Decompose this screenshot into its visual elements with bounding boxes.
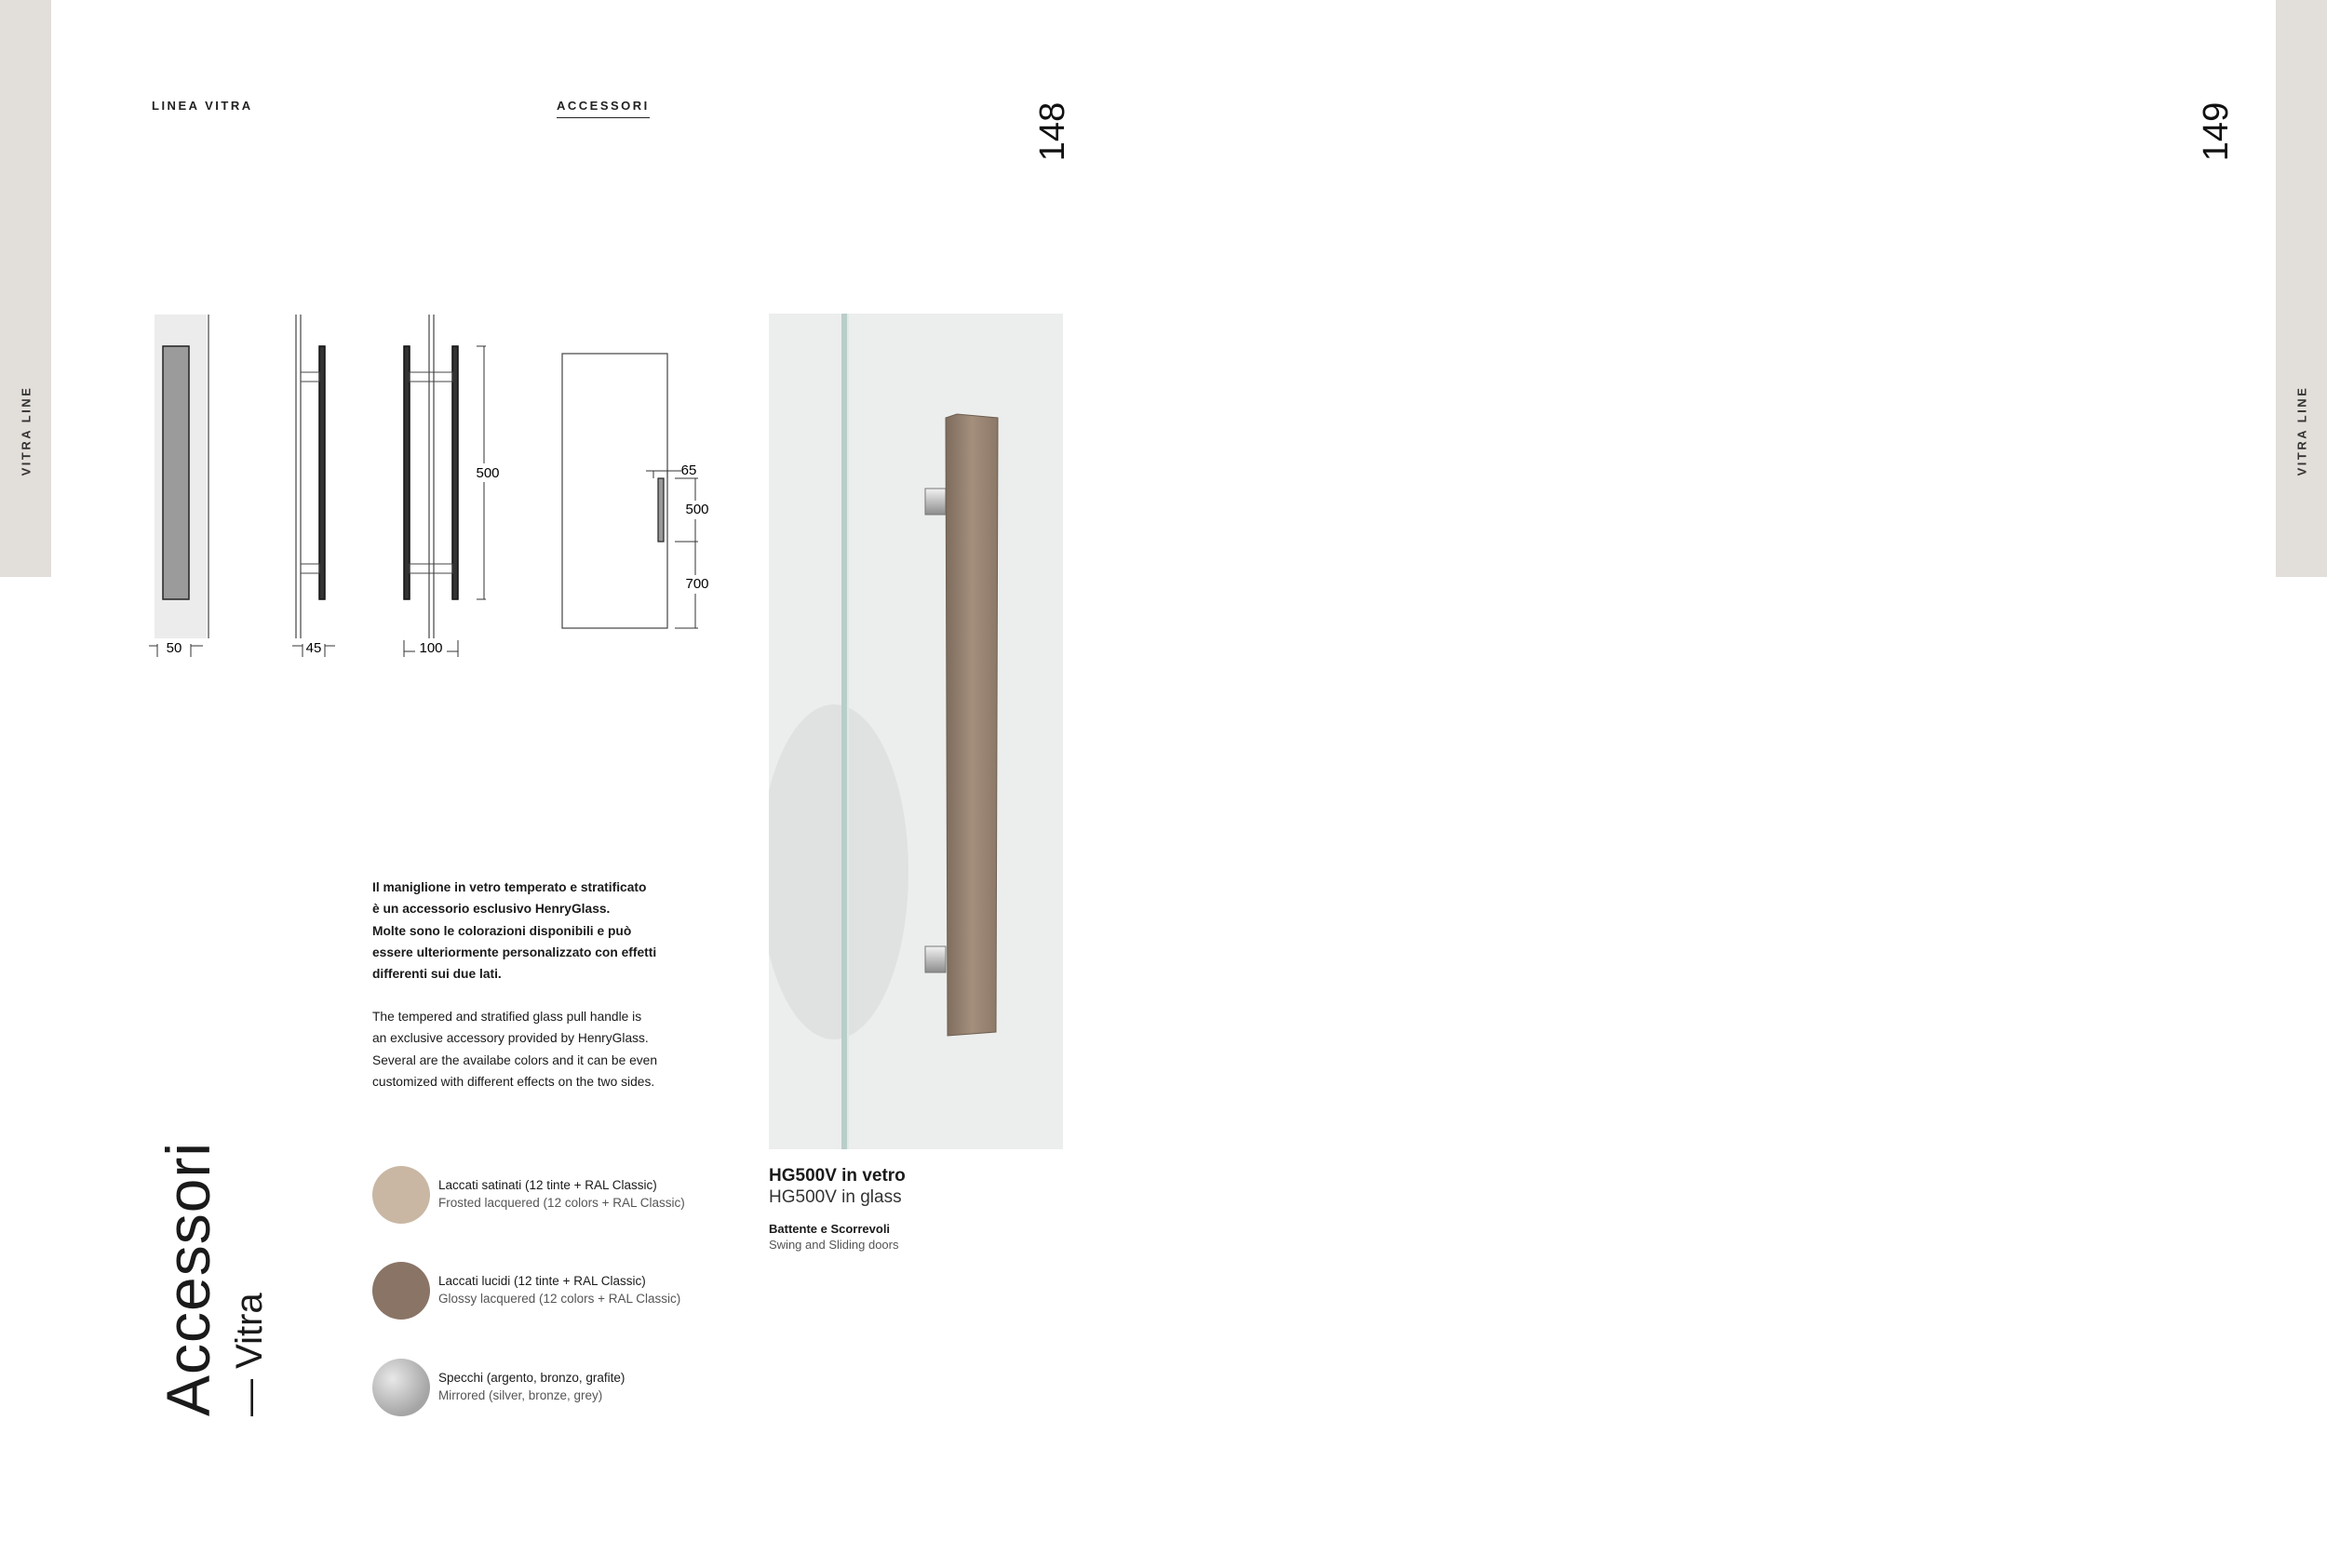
swatch-frosted: [372, 1166, 430, 1224]
swatch-mirrored: [372, 1359, 430, 1416]
pair-view-drawing: [404, 315, 486, 657]
dimension-width-front: 50: [166, 640, 182, 656]
front-view-drawing: [149, 315, 208, 657]
description-line: essere ulteriormente personalizzato con effetti: [372, 945, 657, 959]
page-number-left: 148: [1033, 101, 1073, 162]
side-tab-label: VITRA LINE: [19, 385, 33, 476]
side-tab-left: [0, 0, 51, 577]
dimension-height-handle: 500: [476, 465, 500, 481]
product-caption: [769, 1165, 906, 1253]
description-line: The tempered and stratified glass pull handle is: [372, 1010, 642, 1024]
finish-glossy: [438, 1272, 680, 1307]
section-label: ACCESSORI: [557, 99, 650, 118]
side-tab-label: VITRA LINE: [2294, 385, 2308, 476]
dimension-door-handle-height: 700: [685, 576, 709, 592]
dimension-door-offset: 65: [680, 462, 697, 478]
description-line: Several are the availabe colors and it can be even: [372, 1052, 658, 1067]
page-number-right: 149: [2197, 101, 2237, 162]
dimension-width-pair: 100: [419, 640, 443, 656]
side-view-drawing: [292, 315, 335, 657]
description-english: [372, 1006, 707, 1092]
description-line: customized with different effects on the two sides.: [372, 1074, 655, 1089]
description-line: an exclusive accessory provided by HenryGlass.: [372, 1031, 649, 1046]
line-label: LINEA VITRA: [152, 99, 253, 113]
side-tab-right: [2276, 0, 2327, 577]
product-name-en: HG500V in glass: [769, 1187, 902, 1207]
finish-label-it: Specchi (argento, bronzo, grafite): [438, 1371, 625, 1385]
technical-drawings: [140, 307, 726, 670]
dimension-width-side: 45: [305, 640, 322, 656]
product-photo: [769, 314, 1063, 1149]
door-diagram: [562, 354, 698, 628]
description-line: Il maniglione in vetro temperato e stratificato: [372, 880, 647, 894]
finish-label-it: Laccati satinati (12 tinte + RAL Classic): [438, 1178, 657, 1192]
finish-label-en: Glossy lacquered (12 colors + RAL Classic): [438, 1292, 681, 1306]
dimension-door-handle-length: 500: [685, 502, 709, 517]
finish-frosted: [438, 1176, 685, 1212]
product-doors-it: Battente e Scorrevoli: [769, 1222, 891, 1236]
description-line: è un accessorio esclusivo HenryGlass.: [372, 902, 611, 917]
swatch-glossy: [372, 1262, 430, 1320]
title-sub: — Vitra: [229, 1293, 270, 1416]
description-line: Molte sono le colorazioni disponibili e può: [372, 923, 632, 938]
product-name-it: HG500V in vetro: [769, 1166, 906, 1186]
finish-label-en: Mirrored (silver, bronze, grey): [438, 1388, 603, 1402]
finish-label-it: Laccati lucidi (12 tinte + RAL Classic): [438, 1274, 646, 1288]
product-doors-en: Swing and Sliding doors: [769, 1238, 899, 1252]
title-main: Accessori: [154, 1141, 222, 1416]
description-line: differenti sui due lati.: [372, 967, 502, 982]
finish-mirrored: [438, 1369, 625, 1404]
description-italian: [372, 877, 707, 985]
finish-label-en: Frosted lacquered (12 colors + RAL Classic): [438, 1196, 685, 1210]
